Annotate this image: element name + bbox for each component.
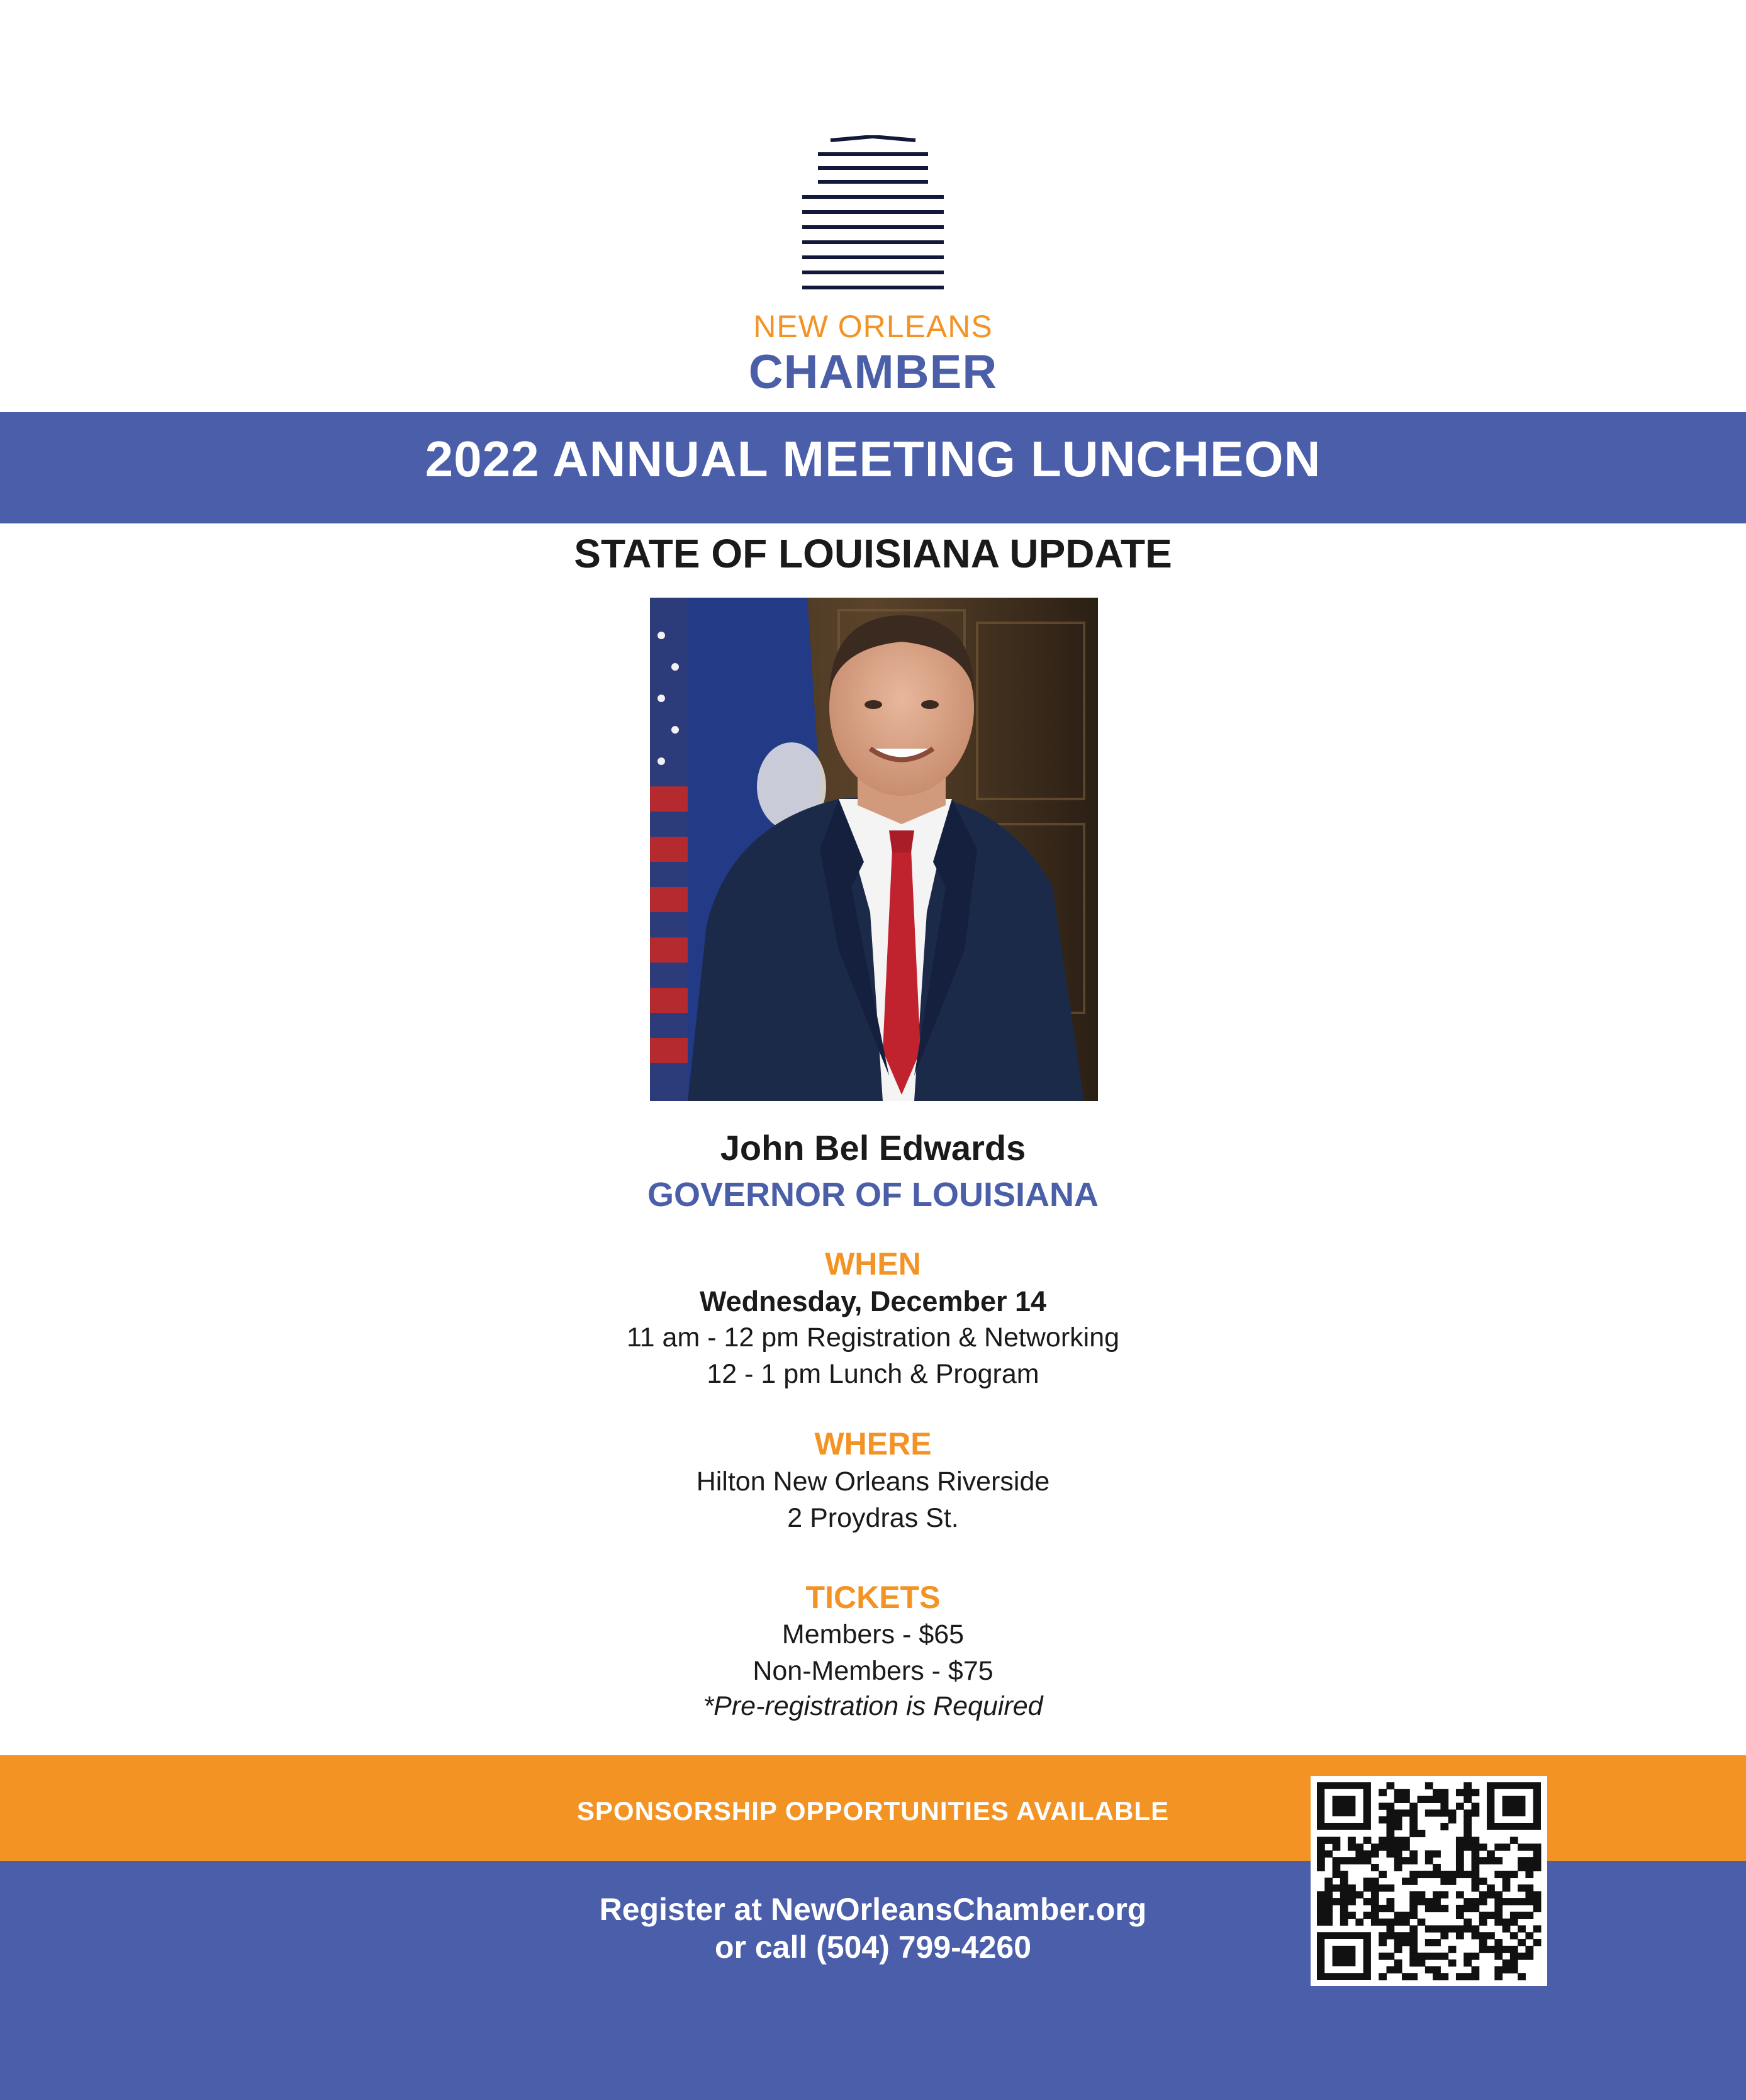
register-website: Register at NewOrleansChamber.org [599,1892,1147,1927]
tickets-heading: TICKETS [805,1580,941,1615]
event-date: Wednesday, December 14 [699,1285,1047,1317]
event-title: 2022 ANNUAL MEETING LUNCHEON [425,431,1321,487]
ticket-price-members: Members - $65 [781,1619,965,1650]
logo-text-chamber: CHAMBER [748,345,998,399]
speaker-title: GOVERNOR OF LOUISIANA [647,1176,1099,1214]
pre-registration-note: *Pre-registration is Required [703,1691,1043,1721]
where-heading: WHERE [814,1426,932,1461]
logo-text-new-orleans: NEW ORLEANS [753,309,993,344]
ticket-price-non-members: Non-Members - $75 [753,1656,993,1686]
venue-address: 2 Proydras St. [787,1503,959,1533]
event-time-lunch: 12 - 1 pm Lunch & Program [707,1359,1039,1389]
qr-code-icon[interactable] [1311,1776,1547,1986]
speaker-photo [650,598,1098,1101]
register-phone: or call (504) 799-4260 [714,1930,1032,1965]
event-time-registration: 11 am - 12 pm Registration & Networking [626,1322,1120,1353]
when-heading: WHEN [825,1246,921,1282]
building-stack-icon [799,135,947,299]
sponsorship-text: SPONSORSHIP OPPORTUNITIES AVAILABLE [576,1796,1170,1826]
venue-name: Hilton New Orleans Riverside [696,1466,1050,1497]
event-subtitle: STATE OF LOUISIANA UPDATE [574,531,1172,576]
speaker-name: John Bel Edwards [720,1128,1026,1168]
